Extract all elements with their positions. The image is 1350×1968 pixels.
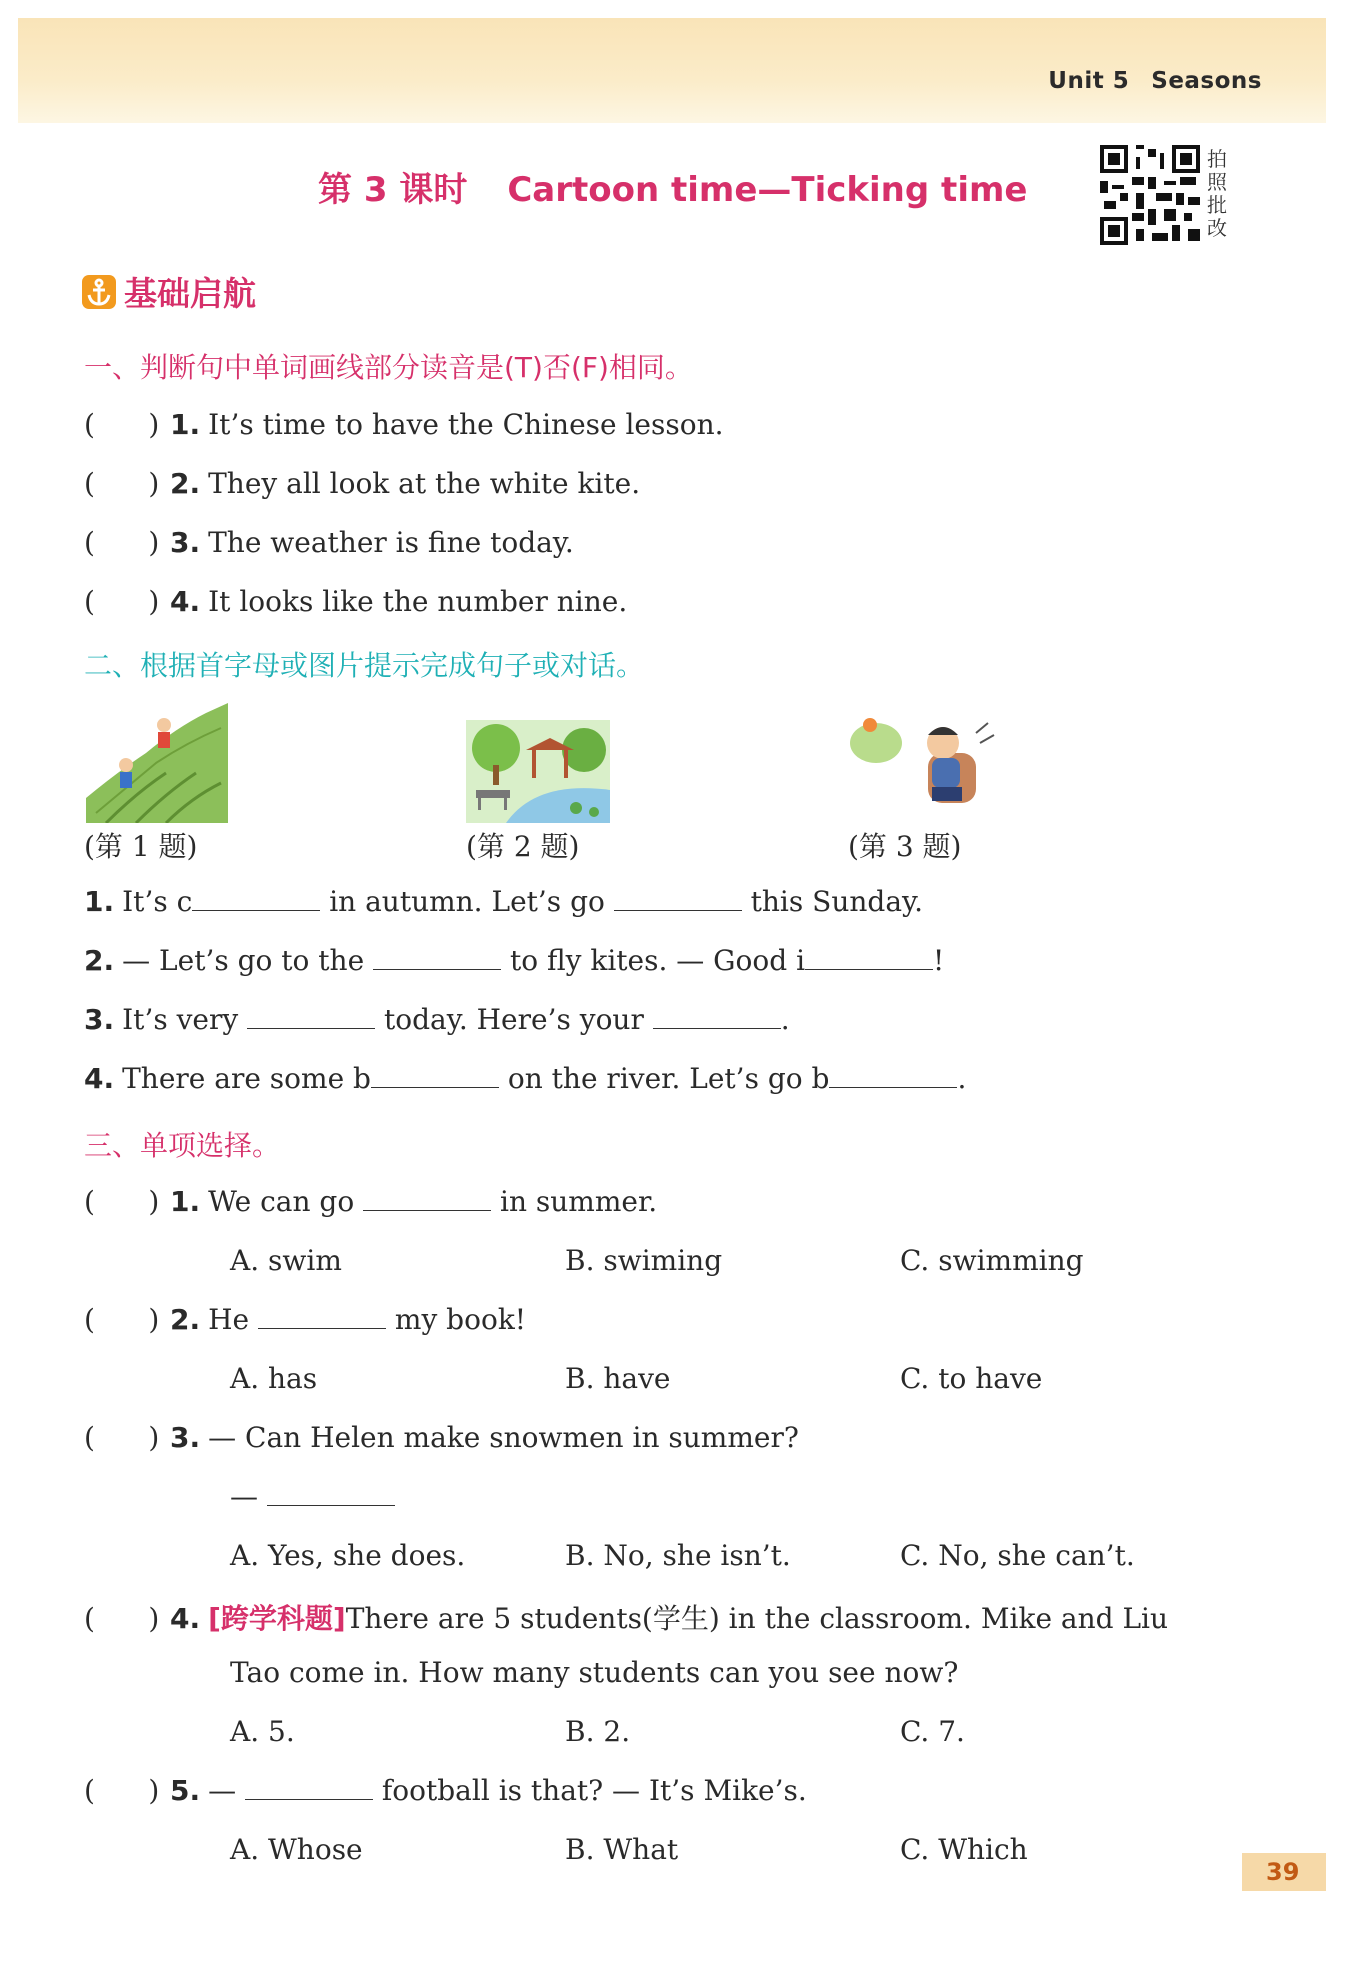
item-text: this Sunday. bbox=[741, 885, 924, 918]
mountain-picture bbox=[86, 703, 228, 823]
blank[interactable] bbox=[258, 1306, 386, 1329]
part2-item-3 bbox=[84, 1003, 790, 1036]
lesson-name: Cartoon time—Ticking time bbox=[507, 170, 1028, 210]
answer-paren[interactable]: ( ) bbox=[84, 1303, 160, 1336]
answer-paren[interactable]: ( ) bbox=[84, 585, 160, 618]
item-number: 4. bbox=[84, 1062, 115, 1095]
anchor-icon bbox=[82, 275, 116, 309]
part2-heading: 二、根据首字母或图片提示完成句子或对话。 bbox=[84, 649, 645, 682]
option-b[interactable]: B. swiming bbox=[565, 1244, 723, 1277]
caption-3: (第 3 题) bbox=[848, 830, 962, 863]
cold-child-picture bbox=[848, 713, 998, 823]
answer-paren[interactable]: ( ) bbox=[84, 1774, 160, 1807]
page-number: 39 bbox=[1242, 1853, 1326, 1891]
item-number: 1. bbox=[170, 408, 201, 441]
item-text: It looks like the number nine. bbox=[208, 585, 628, 618]
part1-item-2 bbox=[84, 467, 640, 500]
item-text: — Can Helen make snowmen in summer? bbox=[208, 1421, 799, 1454]
item-text: in autumn. Let’s go bbox=[320, 885, 614, 918]
item-text: There are some b bbox=[122, 1062, 371, 1095]
option-b[interactable]: B. have bbox=[565, 1362, 671, 1395]
answer-paren[interactable]: ( ) bbox=[84, 1602, 160, 1635]
part3-q2 bbox=[84, 1303, 526, 1336]
blank[interactable] bbox=[267, 1483, 395, 1506]
option-b[interactable]: B. What bbox=[565, 1833, 679, 1866]
item-number: 3. bbox=[170, 526, 201, 559]
item-number: 2. bbox=[170, 467, 201, 500]
item-number: 2. bbox=[170, 1303, 201, 1336]
part3-q1 bbox=[84, 1185, 657, 1218]
item-number: 5. bbox=[170, 1774, 201, 1807]
part3-q3-answer bbox=[230, 1480, 395, 1513]
item-text: . bbox=[780, 1003, 790, 1036]
cross-subject-tag: [跨学科题] bbox=[208, 1602, 346, 1635]
option-b[interactable]: B. 2. bbox=[565, 1715, 631, 1748]
item-text: He bbox=[208, 1303, 259, 1336]
item-number: 3. bbox=[170, 1421, 201, 1454]
blank[interactable] bbox=[245, 1777, 373, 1800]
part1-heading: 一、判断句中单词画线部分读音是(T)否(F)相同。 bbox=[84, 351, 693, 384]
item-text: — Let’s go to the bbox=[122, 944, 374, 977]
part3-q4 bbox=[84, 1597, 1168, 1637]
lesson-number: 第 3 课时 bbox=[318, 170, 468, 210]
item-text: my book! bbox=[386, 1303, 527, 1336]
option-a[interactable]: A. Yes, she does. bbox=[230, 1539, 466, 1572]
option-a[interactable]: A. Whose bbox=[230, 1833, 363, 1866]
blank[interactable] bbox=[653, 1006, 781, 1029]
blank[interactable] bbox=[805, 947, 933, 970]
item-text: — bbox=[208, 1774, 246, 1807]
blank[interactable] bbox=[373, 947, 501, 970]
answer-paren[interactable]: ( ) bbox=[84, 1421, 160, 1454]
qr-code-icon[interactable] bbox=[1100, 145, 1200, 245]
answer-paren[interactable]: ( ) bbox=[84, 408, 160, 441]
option-b[interactable]: B. No, she isn’t. bbox=[565, 1539, 791, 1572]
option-c[interactable]: C. swimming bbox=[900, 1244, 1084, 1277]
item-text: There are 5 students(学生) in the classroom. Mike and Liu bbox=[345, 1602, 1169, 1635]
item-number: 3. bbox=[84, 1003, 115, 1036]
option-c[interactable]: C. 7. bbox=[900, 1715, 965, 1748]
answer-paren[interactable]: ( ) bbox=[84, 1185, 160, 1218]
part2-item-2 bbox=[84, 944, 944, 977]
option-c[interactable]: C. No, she can’t. bbox=[900, 1539, 1135, 1572]
option-c[interactable]: C. Which bbox=[900, 1833, 1028, 1866]
unit-number: Unit 5 bbox=[1048, 68, 1130, 94]
item-text: to fly kites. — Good i bbox=[501, 944, 806, 977]
item-text: The weather is fine today. bbox=[208, 526, 574, 559]
item-text: football is that? — It’s Mike’s. bbox=[373, 1774, 807, 1807]
item-number: 1. bbox=[84, 885, 115, 918]
qr-label: 拍照批改 bbox=[1207, 147, 1227, 240]
option-c[interactable]: C. to have bbox=[900, 1362, 1043, 1395]
item-number: 4. bbox=[170, 1602, 201, 1635]
blank[interactable] bbox=[192, 888, 320, 911]
part1-item-4 bbox=[84, 585, 627, 618]
part3-q5 bbox=[84, 1774, 807, 1807]
caption-2: (第 2 题) bbox=[466, 830, 580, 863]
answer-paren[interactable]: ( ) bbox=[84, 526, 160, 559]
blank[interactable] bbox=[829, 1065, 957, 1088]
item-number: 4. bbox=[170, 585, 201, 618]
item-text: It’s c bbox=[122, 885, 193, 918]
section-label bbox=[82, 268, 256, 312]
part1-item-3 bbox=[84, 526, 574, 559]
item-text: We can go bbox=[208, 1185, 364, 1218]
caption-1: (第 1 题) bbox=[84, 830, 198, 863]
item-text: in summer. bbox=[491, 1185, 658, 1218]
option-a[interactable]: A. has bbox=[230, 1362, 318, 1395]
unit-title: Seasons bbox=[1151, 68, 1262, 94]
part2-item-4 bbox=[84, 1062, 966, 1095]
option-a[interactable]: A. swim bbox=[230, 1244, 342, 1277]
dash: — bbox=[230, 1480, 258, 1513]
item-number: 2. bbox=[84, 944, 115, 977]
lesson-title bbox=[318, 162, 1027, 211]
item-text: It’s very bbox=[122, 1003, 248, 1036]
item-text: on the river. Let’s go b bbox=[498, 1062, 830, 1095]
blank[interactable] bbox=[371, 1065, 499, 1088]
option-a[interactable]: A. 5. bbox=[230, 1715, 295, 1748]
item-number: 1. bbox=[170, 1185, 201, 1218]
part2-item-1 bbox=[84, 885, 923, 918]
item-text: They all look at the white kite. bbox=[208, 467, 641, 500]
answer-paren[interactable]: ( ) bbox=[84, 467, 160, 500]
unit-label bbox=[1048, 68, 1262, 94]
item-text: today. Here’s your bbox=[375, 1003, 653, 1036]
item-text: ! bbox=[933, 944, 945, 977]
item-text: It’s time to have the Chinese lesson. bbox=[208, 408, 724, 441]
part3-q4-continued: Tao come in. How many students can you see now? bbox=[230, 1656, 959, 1689]
part1-item-1 bbox=[84, 408, 724, 441]
part3-heading: 三、单项选择。 bbox=[84, 1129, 281, 1162]
blank[interactable] bbox=[614, 888, 742, 911]
part3-q3 bbox=[84, 1421, 799, 1454]
section-label-text: 基础启航 bbox=[124, 274, 256, 313]
blank[interactable] bbox=[247, 1006, 375, 1029]
item-text: . bbox=[957, 1062, 967, 1095]
blank[interactable] bbox=[363, 1188, 491, 1211]
park-picture bbox=[466, 720, 610, 823]
